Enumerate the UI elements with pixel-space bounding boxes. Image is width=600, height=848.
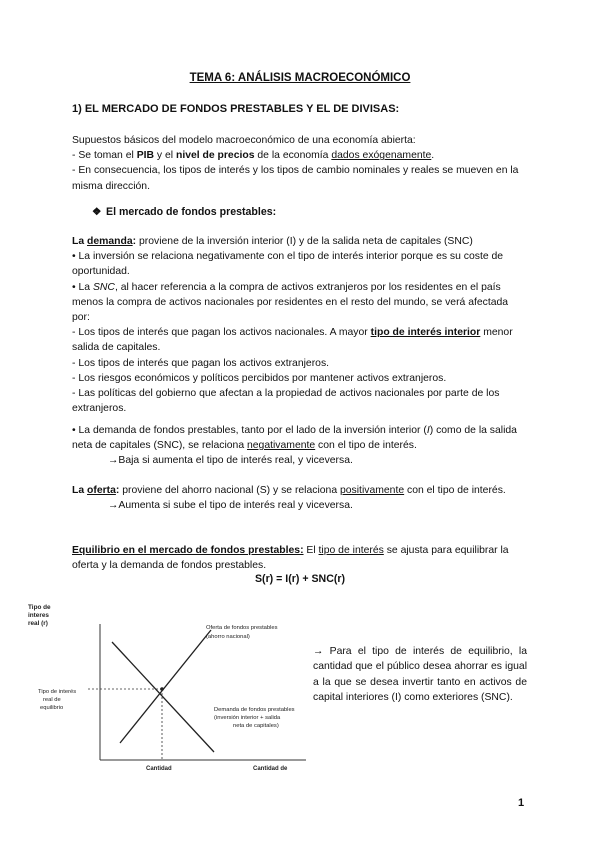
intro-line-2: - Se toman el PIB y el nivel de precios de la economía dados exógenamente. <box>72 150 435 162</box>
diamond-bullet-icon: ❖ <box>92 206 102 218</box>
subsection-heading: ❖ El mercado de fondos prestables: <box>92 206 277 218</box>
supply-label-1: Oferta de fondos prestables <box>206 625 278 631</box>
equilibrium-label-1: Tipo de interés <box>38 689 77 695</box>
y-axis-label-2: interes <box>28 612 49 619</box>
equilibrio-paragraph <box>72 543 528 573</box>
intro-line-3: - En consecuencia, los tipos de interés y los tipos de cambio nominales y reales se mueven en la misma dirección. <box>72 165 519 192</box>
page-title: TEMA 6: ANÁLISIS MACROECONÓMICO <box>189 72 411 84</box>
oferta-paragraph <box>72 483 528 513</box>
page-number: 1 <box>518 797 525 809</box>
equilibrium-label-2: real de <box>43 697 61 703</box>
demanda-point-6: - Las políticas del gobierno que afectan a la propiedad de activos nacionales por parte de los extranjeros. <box>72 388 500 415</box>
demanda-paragraph <box>72 234 528 416</box>
y-axis-label-1: Tipo de <box>28 604 51 611</box>
demanda-point-2: • La SNC, al hacer referencia a la compra de activos extranjeros por los residentes en el país menos la compra de activos nacionales por residentes en el resto del mundo, se verá afectada por: <box>72 281 509 324</box>
equilibrium-point <box>160 687 164 691</box>
demanda-summary-paragraph <box>72 423 528 469</box>
intro-line-1: Supuestos básicos del modelo macroeconómico de una economía abierta: <box>72 135 416 146</box>
demand-label-3: neta de capitales) <box>233 723 279 729</box>
demanda-summary: • La demanda de fondos prestables, tanto por el lado de la inversión interior (I) como de la salida neta de capitales (SNC), se relaciona negativamente con el tipo de interés. <box>72 425 517 452</box>
demanda-point-1: • La inversión se relaciona negativamente con el tipo de interés interior porque es su coste de oportunidad. <box>72 251 504 278</box>
x-axis-label-1: Cantidad <box>146 766 172 772</box>
demand-label-1: Demanda de fondos prestables <box>214 707 295 713</box>
supply-label-2: (ahorro nacional) <box>206 634 250 640</box>
oferta-arrow-note: →Aumenta si sube el tipo de interés real y viceversa. <box>108 500 353 512</box>
demanda-arrow-note: →Baja si aumenta el tipo de interés real, y viceversa. <box>108 455 353 467</box>
y-axis-label-3: real (r) <box>28 620 48 627</box>
supply-curve <box>120 630 211 743</box>
intro-paragraph <box>72 133 528 194</box>
equilibrio-definition: Equilibrio en el mercado de fondos prestables: El tipo de interés se ajusta para equilibrar la oferta y la demanda de fondos prestables. <box>72 545 509 572</box>
demanda-point-3: - Los tipos de interés que pagan los activos nacionales. A mayor tipo de interés interior menor salida de capitales. <box>72 327 513 354</box>
demand-curve <box>112 642 214 752</box>
demand-label-2: (inversión interior + salida <box>214 715 281 721</box>
equilibrium-label-3: equilibrio <box>40 705 64 711</box>
oferta-definition: La oferta: proviene del ahorro nacional (S) y se relaciona positivamente con el tipo de interés. <box>72 485 506 496</box>
demanda-point-5: - Los riesgos económicos y políticos percibidos por mantener activos extranjeros. <box>72 372 447 384</box>
demanda-point-4: - Los tipos de interés que pagan los activos extranjeros. <box>72 357 330 369</box>
graph-explanation: → Para el tipo de interés de equilibrio, la cantidad que el público desea ahorrar es igual a la que se desea invertir tanto en activos de capital interiores (I) como exteriores (SNC). <box>313 646 527 704</box>
x-axis-label-2: Cantidad de <box>253 766 288 772</box>
loanable-funds-graph <box>28 600 310 775</box>
equilibrium-formula: S(r) = I(r) + SNC(r) <box>254 573 346 585</box>
demanda-definition: La demanda: proviene de la inversión interior (I) y de la salida neta de capitales (SNC) <box>72 236 473 247</box>
section-heading: 1) EL MERCADO DE FONDOS PRESTABLES Y EL DE DIVISAS: <box>72 103 400 115</box>
